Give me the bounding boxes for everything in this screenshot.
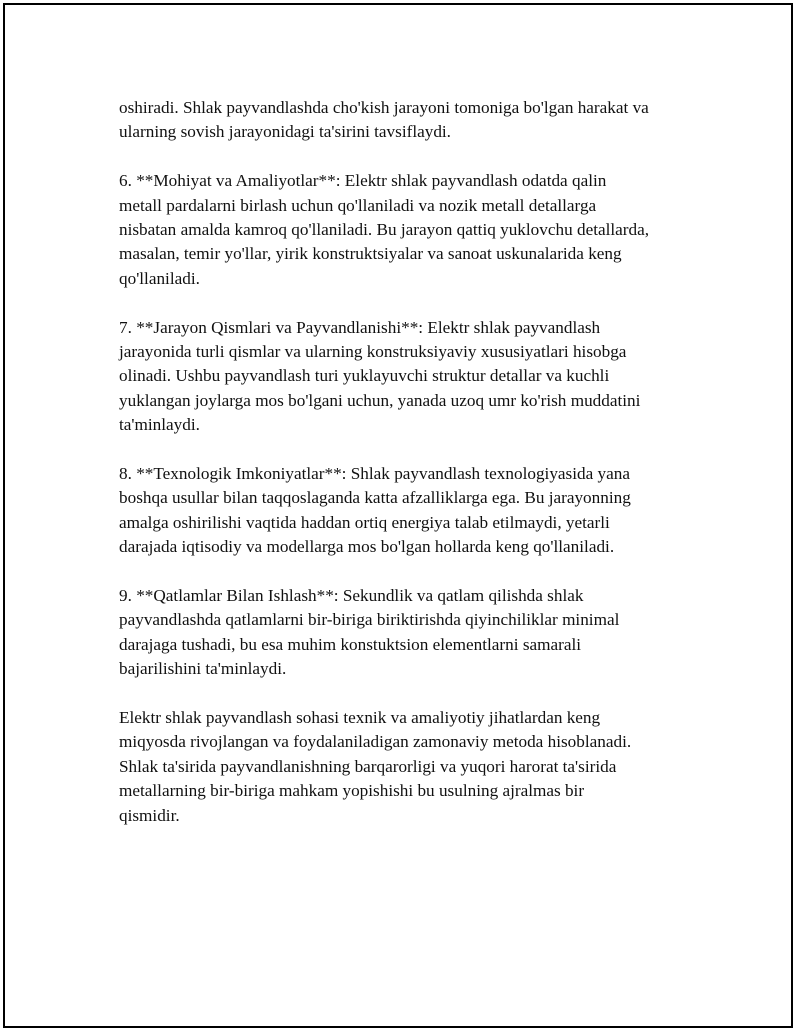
paragraph-continuation: oshiradi. Shlak payvandlashda cho'kish jarayoni tomoniga bo'lgan harakat va ularning sovish jarayonidagi ta'sirini tavsiflaydi. bbox=[119, 98, 649, 142]
paragraph-item-7: 7. **Jarayon Qismlari va Payvandlanishi**: Elektr shlak payvandlash jarayonida turli qismlar va ularning konstruksiyaviy xususiyatlari hisobga olinadi. Ushbu payvandlash turi yuklayuvchi struktur detallar va kuchli yuklangan joylarga mos bo'lgani uchun, yanada uzoq umr ko'rish muddatini ta'minlaydi. bbox=[119, 317, 641, 435]
page-frame bbox=[3, 3, 793, 1028]
paragraph-item-6: 6. **Mohiyat va Amaliyotlar**: Elektr shlak payvandlash odatda qalin metall pardalarni birlash uchun qo'llaniladi va nozik metall detallarga nisbatan amalda kamroq qo'llaniladi. Bu jarayon qattiq yuklovchu detallarda, masalan, temir yo'llar, yirik konstruktsiyalar va sanoat uskunalarida keng qo'llaniladi. bbox=[119, 171, 650, 288]
document-body bbox=[119, 96, 709, 853]
paragraph-item-9: 9. **Qatlamlar Bilan Ishlash**: Sekundlik va qatlam qilishda shlak payvandlashda qatlamlarni bir-biriga biriktirishda qiyinchiliklar minimal darajaga tushadi, bu esa muhim konstuktsion elementlarni samarali bajarilishini ta'minlaydi. bbox=[119, 586, 620, 679]
paragraph-conclusion: Elektr shlak payvandlash sohasi texnik va amaliyotiy jihatlardan keng miqyosda rivojlangan va foydalaniladigan zamonaviy metoda hisoblanadi. Shlak ta'sirida payvandlanishning barqarorligi va yuqori harorat ta'sirida metallarning bir-biriga mahkam yopishishi bu usulning ajralmas bir qismidir. bbox=[119, 708, 632, 825]
paragraph-item-8: 8. **Texnologik Imkoniyatlar**: Shlak payvandlash texnologiyasida yana boshqa usullar bilan taqqoslaganda katta afzalliklarga ega. Bu jarayonning amalga oshirilishi vaqtida haddan ortiq energiya talab etilmaydi, yetarli darajada iqtisodiy va modellarga mos bo'lgan hollarda keng qo'llaniladi. bbox=[119, 464, 631, 557]
